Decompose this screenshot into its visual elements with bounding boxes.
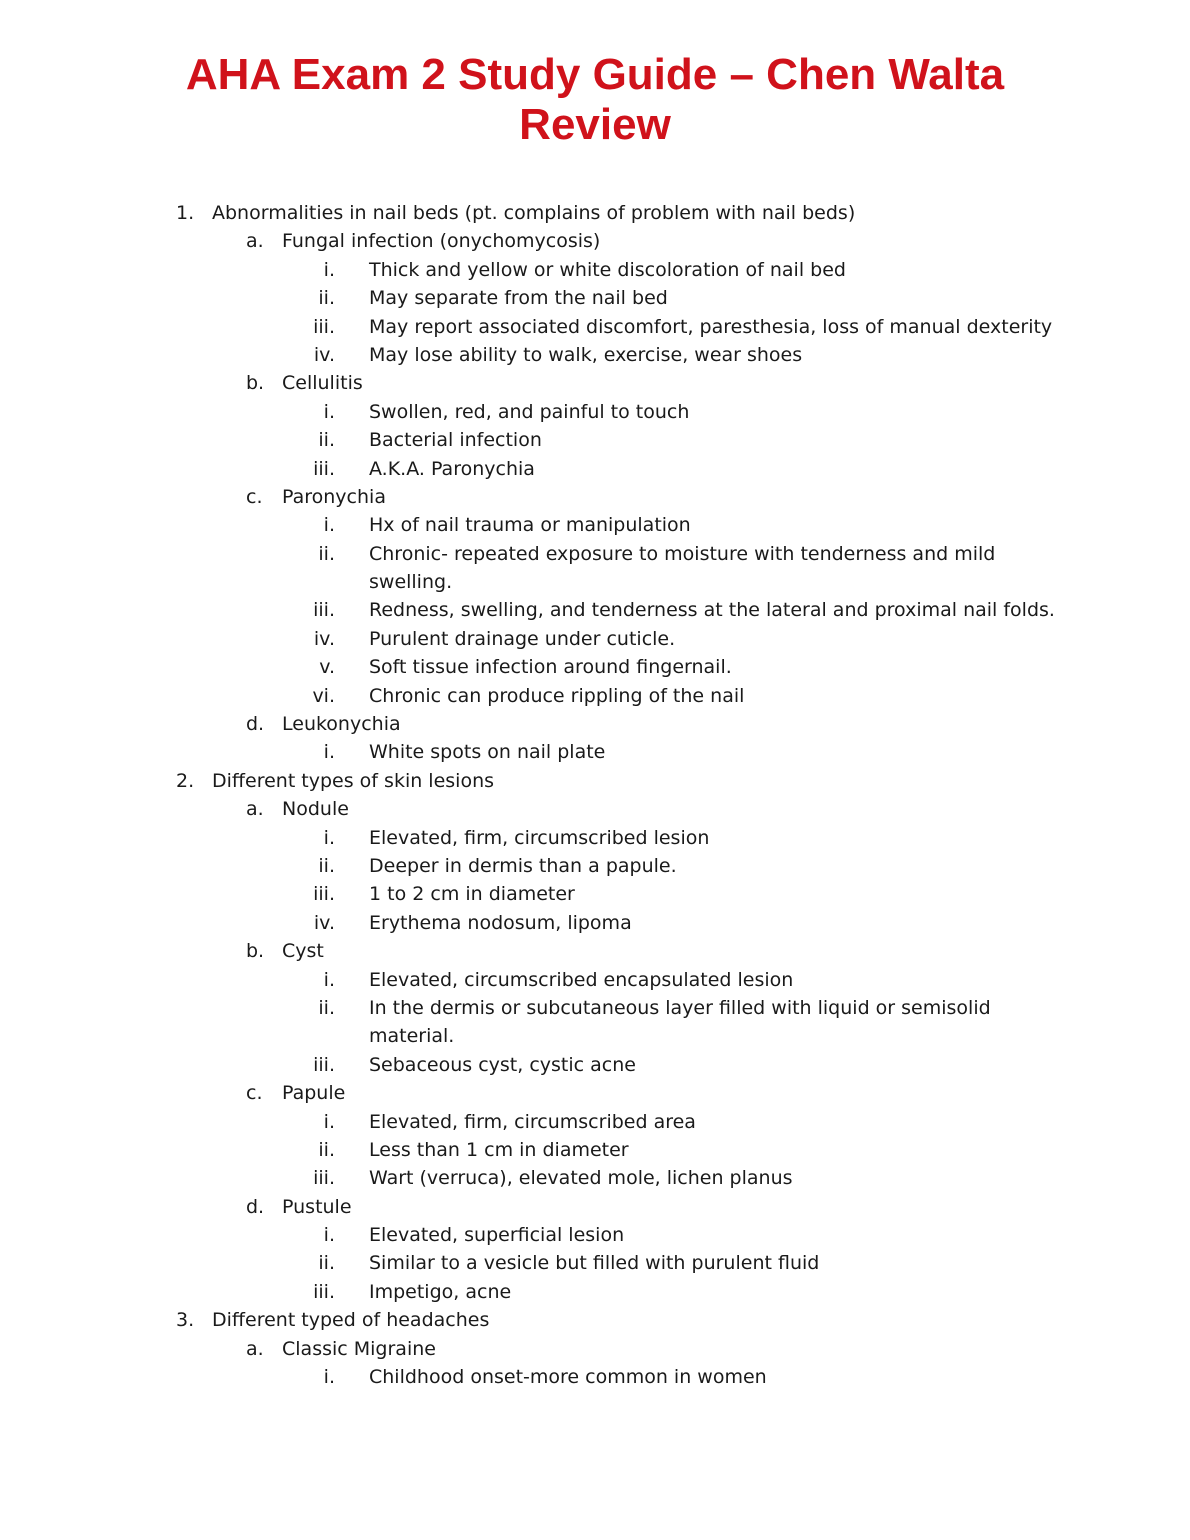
list-marker: b. <box>246 372 265 395</box>
list-marker: ii. <box>318 996 335 1019</box>
outline-item-level-3 <box>0 426 1190 454</box>
list-item-text: Less than 1 cm in diameter <box>369 1138 629 1161</box>
outline-item-level-3 <box>0 880 1190 908</box>
outline-item-level-1 <box>0 1306 1190 1334</box>
study-outline <box>0 199 1190 1391</box>
outline-item-level-2 <box>0 710 1190 738</box>
outline-item-level-3 <box>0 540 1190 597</box>
title-line-2: Review <box>519 100 671 149</box>
outline-item-level-2 <box>0 227 1190 255</box>
list-marker: 3. <box>176 1309 195 1332</box>
outline-item-level-2 <box>0 369 1190 397</box>
list-item-text: Elevated, firm, circumscribed lesion <box>369 826 710 849</box>
outline-item-level-3 <box>0 1278 1190 1306</box>
outline-item-level-3 <box>0 852 1190 880</box>
list-marker: iii. <box>313 1280 335 1303</box>
list-marker: i. <box>323 968 335 991</box>
list-marker: a. <box>246 1337 264 1360</box>
list-marker: vi. <box>312 684 335 707</box>
outline-item-level-3 <box>0 625 1190 653</box>
list-item-text: Papule <box>282 1082 346 1105</box>
outline-item-level-3 <box>0 909 1190 937</box>
outline-item-level-3 <box>0 1108 1190 1136</box>
list-item-text: Similar to a vesicle but filled with purulent fluid <box>369 1252 820 1275</box>
list-marker: iii. <box>313 315 335 338</box>
outline-item-level-2 <box>0 1079 1190 1107</box>
list-item-text: Soft tissue infection around fingernail. <box>369 656 732 679</box>
outline-item-level-3 <box>0 1249 1190 1277</box>
list-marker: a. <box>246 798 264 821</box>
list-item-text: May lose ability to walk, exercise, wear shoes <box>369 343 803 366</box>
list-item-text: In the dermis or subcutaneous layer filled with liquid or semisolid material. <box>369 996 991 1048</box>
outline-item-level-3 <box>0 994 1190 1051</box>
outline-item-level-3 <box>0 256 1190 284</box>
list-marker: i. <box>323 1366 335 1389</box>
list-marker: ii. <box>318 429 335 452</box>
list-item-text: Classic Migraine <box>282 1337 436 1360</box>
list-item-text: White spots on nail plate <box>369 741 606 764</box>
list-item-text: Chronic- repeated exposure to moisture with tenderness and mild swelling. <box>369 542 996 594</box>
list-item-text: Different types of skin lesions <box>212 769 495 792</box>
list-marker: ii. <box>318 542 335 565</box>
list-marker: d. <box>246 713 265 736</box>
list-marker: i. <box>323 1110 335 1133</box>
outline-item-level-3 <box>0 284 1190 312</box>
list-marker: 2. <box>176 769 195 792</box>
list-item-text: Abnormalities in nail beds (pt. complains of problem with nail beds) <box>212 202 856 224</box>
list-item-text: Fungal infection (onychomycosis) <box>282 230 601 253</box>
list-item-text: 1 to 2 cm in diameter <box>369 883 575 906</box>
outline-item-level-2 <box>0 795 1190 823</box>
outline-item-level-1 <box>0 199 1190 227</box>
outline-item-level-3 <box>0 1221 1190 1249</box>
outline-item-level-3 <box>0 596 1190 624</box>
list-item-text: Elevated, circumscribed encapsulated lesion <box>369 968 794 991</box>
list-marker: v. <box>319 656 335 679</box>
outline-item-level-3 <box>0 1363 1190 1391</box>
list-item-text: Hx of nail trauma or manipulation <box>369 514 691 537</box>
list-item-text: Different typed of headaches <box>212 1309 490 1332</box>
list-marker: iv. <box>313 911 335 934</box>
list-item-text: Pustule <box>282 1195 352 1218</box>
list-marker: d. <box>246 1195 265 1218</box>
list-item-text: Nodule <box>282 798 349 821</box>
list-item-text: Impetigo, acne <box>369 1280 512 1303</box>
list-item-text: Wart (verruca), elevated mole, lichen planus <box>369 1167 793 1190</box>
list-marker: iii. <box>313 1167 335 1190</box>
list-item-text: Redness, swelling, and tenderness at the lateral and proximal nail folds. <box>369 599 1055 622</box>
outline-item-level-3 <box>0 1164 1190 1192</box>
list-item-text: Elevated, superficial lesion <box>369 1224 625 1247</box>
list-item-text: May separate from the nail bed <box>369 287 668 310</box>
list-item-text: Thick and yellow or white discoloration of nail bed <box>369 258 846 281</box>
list-item-text: Childhood onset-more common in women <box>369 1366 767 1389</box>
list-marker: c. <box>246 1082 263 1105</box>
list-item-text: Erythema nodosum, lipoma <box>369 911 632 934</box>
list-item-text: May report associated discomfort, paresthesia, loss of manual dexterity <box>369 315 1053 338</box>
outline-item-level-3 <box>0 1136 1190 1164</box>
list-marker: i. <box>323 258 335 281</box>
outline-item-level-3 <box>0 653 1190 681</box>
list-marker: i. <box>323 826 335 849</box>
list-item-text: Purulent drainage under cuticle. <box>369 627 676 650</box>
outline-item-level-3 <box>0 966 1190 994</box>
list-marker: ii. <box>318 1252 335 1275</box>
outline-item-level-1 <box>0 767 1190 795</box>
list-marker: a. <box>246 230 264 253</box>
list-item-text: A.K.A. Paronychia <box>369 457 535 480</box>
outline-item-level-2 <box>0 1193 1190 1221</box>
list-item-text: Cyst <box>282 940 324 963</box>
list-marker: c. <box>246 485 263 508</box>
outline-item-level-3 <box>0 824 1190 852</box>
list-marker: i. <box>323 1224 335 1247</box>
list-item-text: Deeper in dermis than a papule. <box>369 855 677 877</box>
list-item-text: Paronychia <box>282 485 386 508</box>
list-item-text: Cellulitis <box>282 372 363 395</box>
outline-item-level-3 <box>0 1051 1190 1079</box>
list-item-text: Sebaceous cyst, cystic acne <box>369 1053 636 1076</box>
outline-item-level-2 <box>0 1335 1190 1363</box>
list-marker: ii. <box>318 287 335 310</box>
outline-item-level-2 <box>0 483 1190 511</box>
list-marker: b. <box>246 940 265 963</box>
list-marker: iii. <box>313 1053 335 1076</box>
outline-item-level-3 <box>0 455 1190 483</box>
list-marker: ii. <box>318 855 335 877</box>
list-marker: iv. <box>313 343 335 366</box>
list-item-text: Swollen, red, and painful to touch <box>369 400 690 423</box>
list-marker: iv. <box>313 627 335 650</box>
list-item-text: Bacterial infection <box>369 429 542 452</box>
list-marker: i. <box>323 741 335 764</box>
list-marker: i. <box>323 400 335 423</box>
list-marker: iii. <box>313 883 335 906</box>
list-marker: i. <box>323 514 335 537</box>
outline-item-level-3 <box>0 738 1190 766</box>
list-marker: ii. <box>318 1138 335 1161</box>
list-item-text: Leukonychia <box>282 713 401 736</box>
title-line-1: AHA Exam 2 Study Guide – Chen Walta <box>185 50 1005 99</box>
list-marker: iii. <box>313 599 335 622</box>
outline-item-level-3 <box>0 341 1190 369</box>
outline-item-level-3 <box>0 682 1190 710</box>
outline-item-level-3 <box>0 398 1190 426</box>
outline-item-level-3 <box>0 511 1190 539</box>
document-title <box>0 50 1190 150</box>
list-item-text: Chronic can produce rippling of the nail <box>369 684 745 707</box>
list-marker: iii. <box>313 457 335 480</box>
outline-item-level-3 <box>0 313 1190 341</box>
outline-item-level-2 <box>0 937 1190 965</box>
list-item-text: Elevated, firm, circumscribed area <box>369 1110 696 1133</box>
list-marker: 1. <box>176 202 195 224</box>
